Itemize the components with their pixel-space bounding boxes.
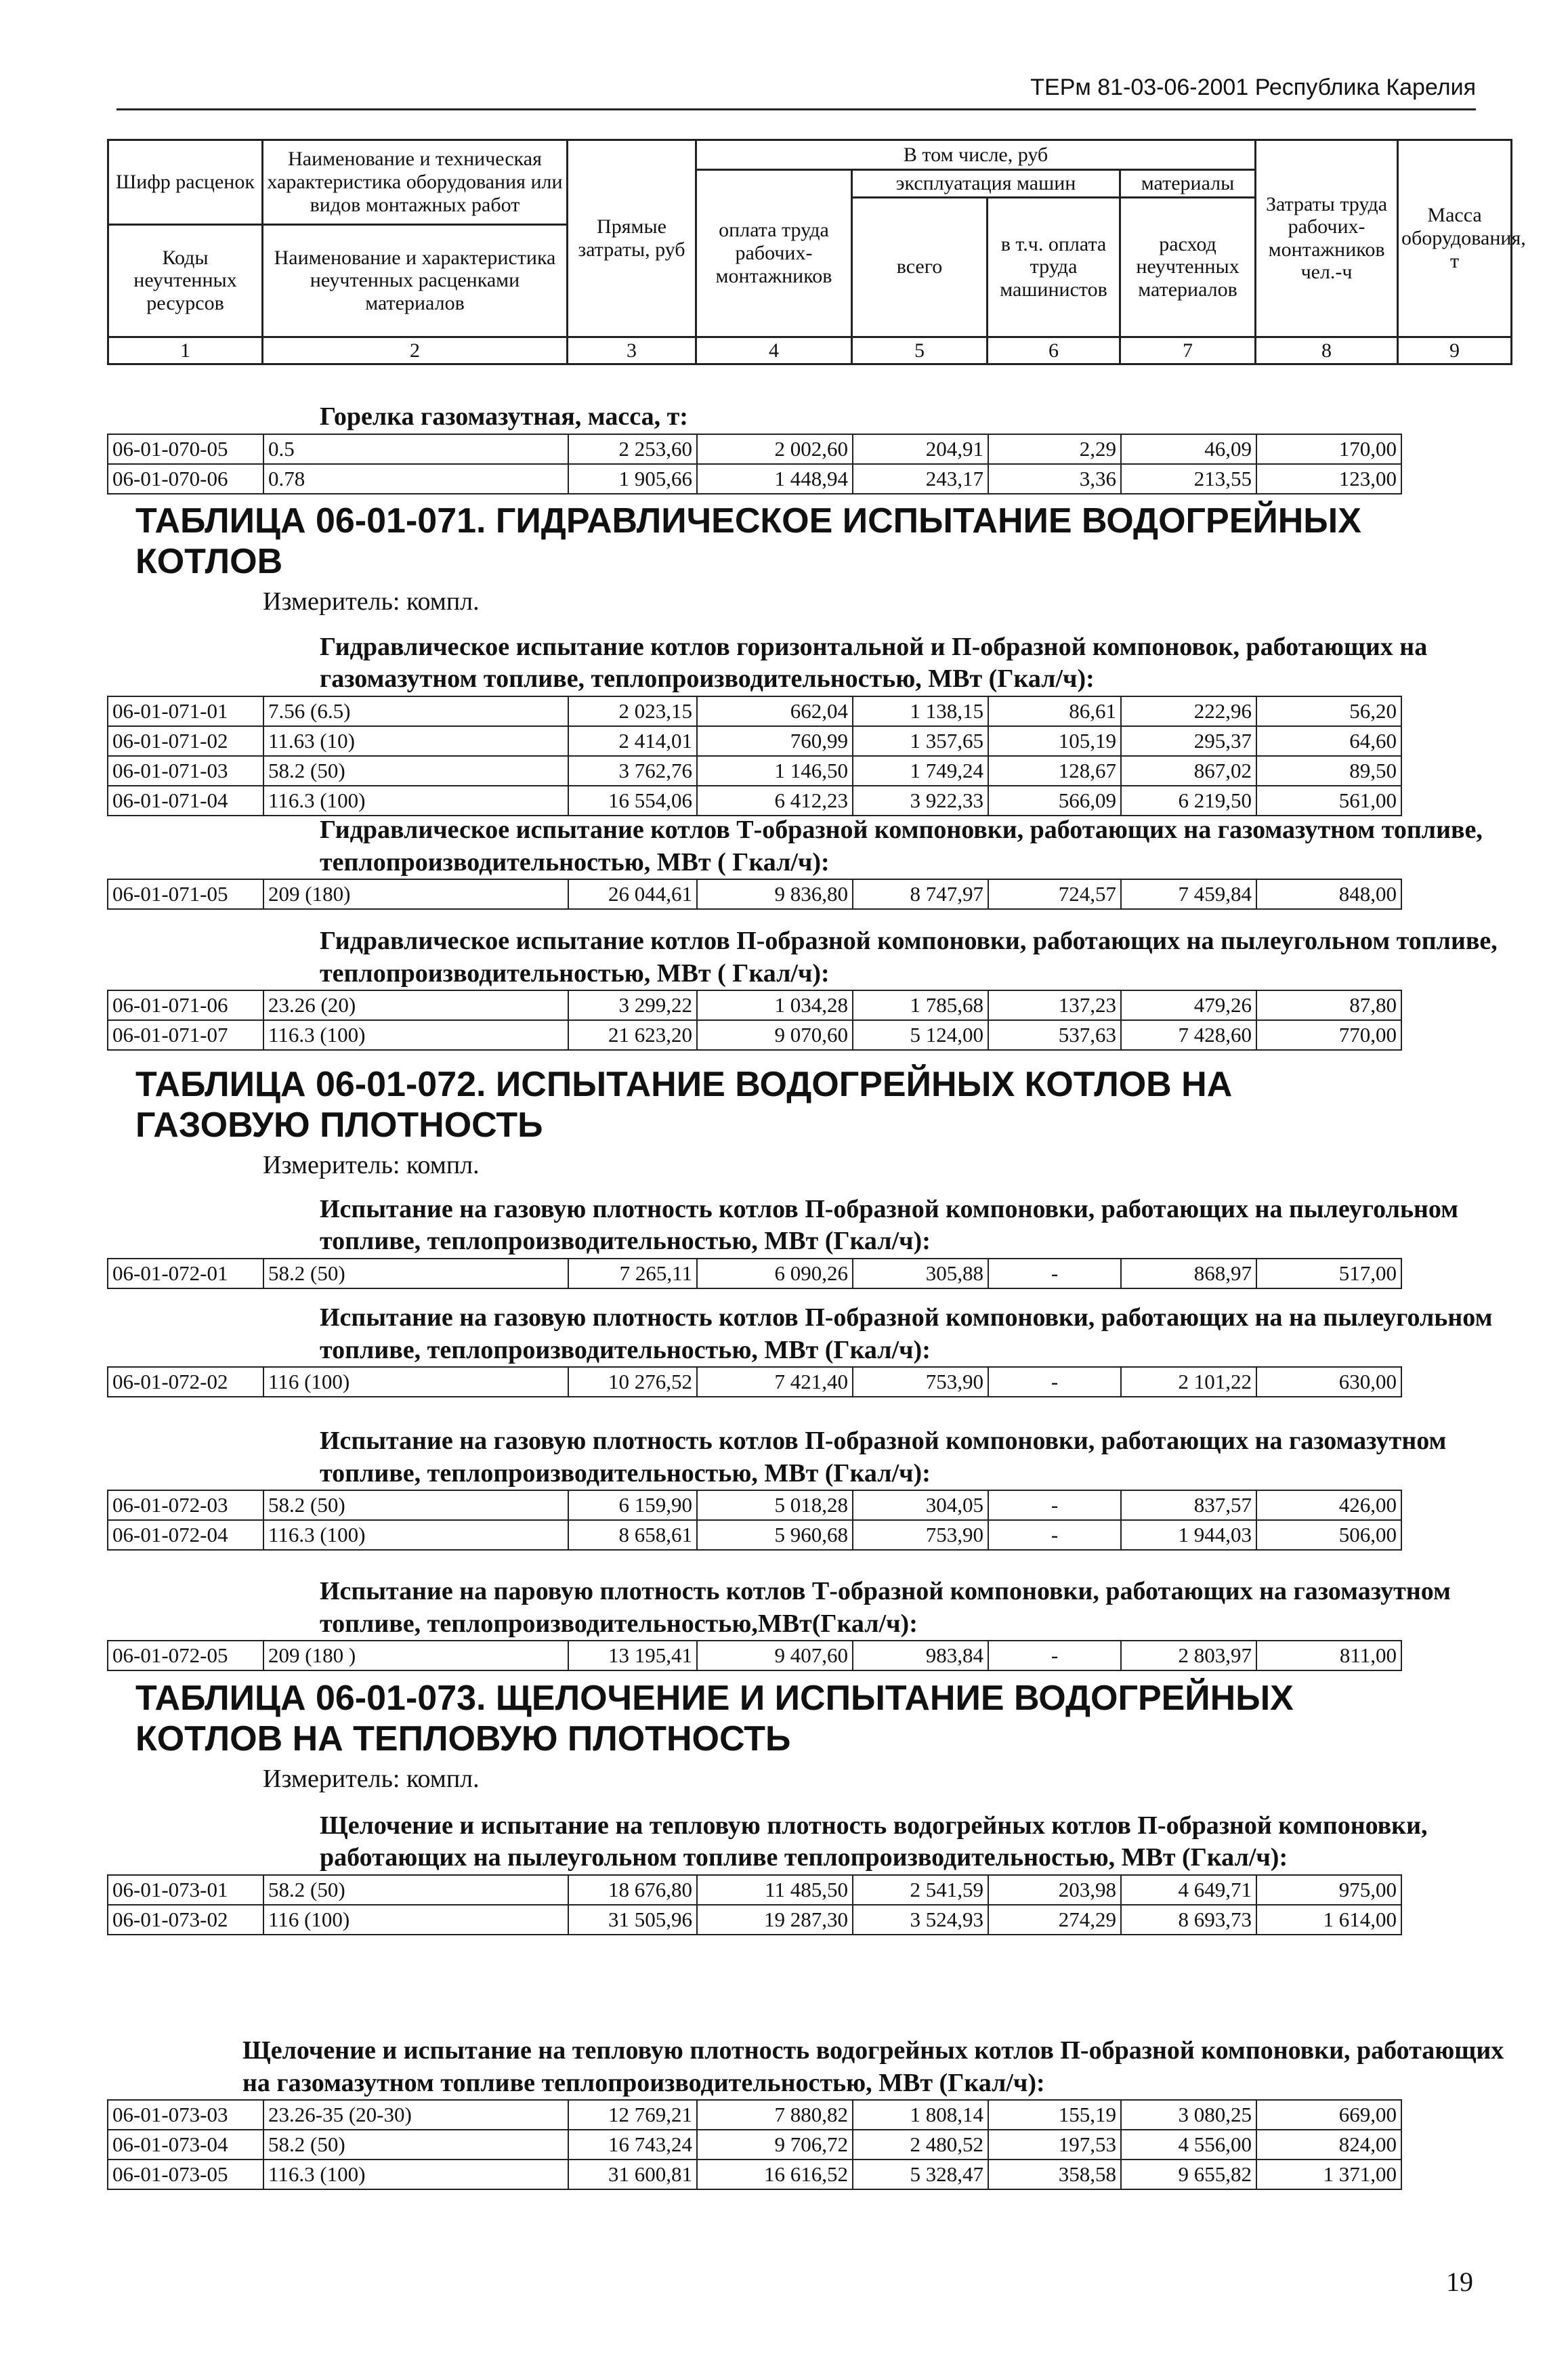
- cell-labor-pay: 16 616,52: [697, 2160, 853, 2189]
- cell-labor-pay: 7 880,82: [697, 2100, 853, 2130]
- group-title: Горелка газомазутная, масса, т:: [320, 402, 688, 431]
- cell-machines: 5 328,47: [853, 2160, 988, 2189]
- cell-name: 7.56 (6.5): [263, 696, 568, 726]
- cell-materials: 46,09: [1121, 434, 1256, 464]
- cell-machinists-pay: 203,98: [988, 1875, 1121, 1905]
- cell-labor-pay: 9 706,72: [697, 2130, 853, 2160]
- table-row: [108, 1641, 1401, 1670]
- cell-machinists-pay: -: [988, 1490, 1121, 1520]
- cell-materials: 9 655,82: [1121, 2160, 1256, 2189]
- cell-materials: 4 556,00: [1121, 2130, 1256, 2160]
- section-group: [107, 1576, 1510, 1671]
- unit-label: Измеритель: компл.: [263, 587, 480, 616]
- group-title: Гидравлическое испытание котлов П-образной компоновки, работающих на пылеугольном топливе, теплопроизводительностью, МВт ( Гкал/ч):: [320, 927, 1498, 988]
- cell-labor-cost: 506,00: [1256, 1520, 1401, 1550]
- table-row: [108, 1875, 1401, 1905]
- rate-table: [107, 1490, 1402, 1551]
- cell-direct: 12 769,21: [568, 2100, 697, 2130]
- table-row: [108, 1367, 1401, 1397]
- cell-code: 06-01-071-05: [108, 879, 263, 909]
- cell-code: 06-01-071-06: [108, 990, 263, 1020]
- unit-label: Измеритель: компл.: [263, 1764, 480, 1793]
- cell-name: 58.2 (50): [263, 756, 568, 786]
- cell-labor-pay: 9 836,80: [697, 879, 853, 909]
- table-row: [108, 1259, 1401, 1288]
- cell-materials: 7 428,60: [1121, 1020, 1256, 1050]
- cell-name: 58.2 (50): [263, 1259, 568, 1288]
- table-row: [108, 2160, 1401, 2189]
- cell-code: 06-01-072-01: [108, 1259, 263, 1288]
- table-row: [108, 1520, 1401, 1550]
- cell-name: 209 (180 ): [263, 1641, 568, 1670]
- cell-code: 06-01-070-05: [108, 434, 263, 464]
- cell-machinists-pay: 155,19: [988, 2100, 1121, 2130]
- header-machines-total: всего: [852, 197, 988, 337]
- table-row: [108, 434, 1401, 464]
- cell-labor-pay: 6 090,26: [697, 1259, 853, 1288]
- table-row: [108, 696, 1401, 726]
- cell-code: 06-01-072-05: [108, 1641, 263, 1670]
- cell-name: 58.2 (50): [263, 1875, 568, 1905]
- section-group: [107, 501, 1510, 816]
- group-title: Щелочение и испытание на тепловую плотность водогрейных котлов П-образной компоновки, работающих на газомазутном топливе теплопроизводительностью, МВт (Гкал/ч):: [242, 2036, 1504, 2097]
- cell-labor-cost: 426,00: [1256, 1490, 1401, 1520]
- cell-labor-pay: 7 421,40: [697, 1367, 853, 1397]
- colnum: 8: [1256, 337, 1398, 364]
- cell-direct: 16 554,06: [568, 786, 697, 816]
- header-labor-cost: Затраты труда рабочих-монтажников чел.-ч: [1256, 140, 1398, 337]
- section-group: [107, 1679, 1510, 1935]
- section-group: [107, 2035, 1510, 2190]
- cell-machines: 1 785,68: [853, 990, 988, 1020]
- running-head-rule: [116, 108, 1476, 110]
- cell-name: 116.3 (100): [263, 1520, 568, 1550]
- table-row: [108, 990, 1401, 1020]
- cell-name: 23.26 (20): [263, 990, 568, 1020]
- colnum: 7: [1120, 337, 1256, 364]
- cell-code: 06-01-073-01: [108, 1875, 263, 1905]
- cell-labor-cost: 87,80: [1256, 990, 1401, 1020]
- cell-direct: 7 265,11: [568, 1259, 697, 1288]
- running-head: ТЕРм 81-03-06-2001 Республика Карелия: [1030, 75, 1476, 100]
- cell-labor-cost: 89,50: [1256, 756, 1401, 786]
- cell-labor-pay: 1 448,94: [697, 464, 853, 494]
- cell-labor-cost: 811,00: [1256, 1641, 1401, 1670]
- cell-code: 06-01-073-04: [108, 2130, 263, 2160]
- cell-labor-pay: 1 034,28: [697, 990, 853, 1020]
- cell-code: 06-01-073-03: [108, 2100, 263, 2130]
- cell-code: 06-01-073-05: [108, 2160, 263, 2189]
- cell-direct: 13 195,41: [568, 1641, 697, 1670]
- table-row: [108, 756, 1401, 786]
- cell-machines: 3 524,93: [853, 1905, 988, 1935]
- unit-label: Измеритель: компл.: [263, 1150, 480, 1179]
- cell-materials: 8 693,73: [1121, 1905, 1256, 1935]
- cell-materials: 295,37: [1121, 726, 1256, 756]
- rate-table: [107, 434, 1402, 494]
- colnum: 4: [696, 337, 852, 364]
- colnum: 9: [1398, 337, 1512, 364]
- section-group: [107, 925, 1510, 1051]
- table-title: ТАБЛИЦА 06-01-072. ИСПЫТАНИЕ ВОДОГРЕЙНЫХ КОТЛОВ НА ГАЗОВУЮ ПЛОТНОСТЬ: [135, 1065, 1233, 1145]
- header-materials: материалы: [1120, 170, 1256, 198]
- cell-name: 0.5: [263, 434, 568, 464]
- header-machinists-pay: в т.ч. оплата труда машинистов: [988, 197, 1120, 337]
- cell-labor-cost: 824,00: [1256, 2130, 1401, 2160]
- cell-machinists-pay: -: [988, 1367, 1121, 1397]
- cell-materials: 213,55: [1121, 464, 1256, 494]
- cell-materials: 1 944,03: [1121, 1520, 1256, 1550]
- cell-direct: 18 676,80: [568, 1875, 697, 1905]
- colnum: 3: [568, 337, 696, 364]
- table-title: ТАБЛИЦА 06-01-073. ЩЕЛОЧЕНИЕ И ИСПЫТАНИЕ ВОДОГРЕЙНЫХ КОТЛОВ НА ТЕПЛОВУЮ ПЛОТНОСТЬ: [135, 1679, 1294, 1759]
- colnum: 6: [988, 337, 1120, 364]
- cell-materials: 7 459,84: [1121, 879, 1256, 909]
- cell-labor-cost: 770,00: [1256, 1020, 1401, 1050]
- cell-direct: 2 414,01: [568, 726, 697, 756]
- cell-labor-cost: 848,00: [1256, 879, 1401, 909]
- table-row: [108, 1020, 1401, 1050]
- table-row: [108, 2100, 1401, 2130]
- header-labor-pay: оплата труда рабочих-монтажников: [696, 170, 852, 337]
- cell-labor-cost: 975,00: [1256, 1875, 1401, 1905]
- header-resource-codes: Коды неучтенных ресурсов: [108, 224, 263, 337]
- cell-labor-pay: 5 018,28: [697, 1490, 853, 1520]
- cell-direct: 26 044,61: [568, 879, 697, 909]
- cell-machines: 1 138,15: [853, 696, 988, 726]
- cell-labor-pay: 9 070,60: [697, 1020, 853, 1050]
- section-group: [107, 1425, 1510, 1551]
- cell-code: 06-01-071-04: [108, 786, 263, 816]
- rate-table: [107, 1874, 1402, 1935]
- cell-code: 06-01-072-03: [108, 1490, 263, 1520]
- header-shifr: Шифр расценок: [108, 140, 263, 225]
- table-title: ТАБЛИЦА 06-01-071. ГИДРАВЛИЧЕСКОЕ ИСПЫТАНИЕ ВОДОГРЕЙНЫХ КОТЛОВ: [135, 501, 1361, 581]
- table-row: [108, 2130, 1401, 2160]
- table-row: [108, 786, 1401, 816]
- cell-direct: 2 023,15: [568, 696, 697, 726]
- table-row: [108, 879, 1401, 909]
- group-title: Гидравлическое испытание котлов Т-образной компоновки, работающих на газомазутном топливе, теплопроизводительностью, МВт ( Гкал/ч):: [320, 816, 1483, 877]
- column-header-table: [107, 139, 1526, 365]
- cell-direct: 8 658,61: [568, 1520, 697, 1550]
- cell-materials: 2 803,97: [1121, 1641, 1256, 1670]
- cell-machinists-pay: 86,61: [988, 696, 1121, 726]
- cell-labor-cost: 517,00: [1256, 1259, 1401, 1288]
- colnum: 5: [852, 337, 988, 364]
- cell-machinists-pay: 724,57: [988, 879, 1121, 909]
- rate-table: [107, 2099, 1402, 2190]
- cell-code: 06-01-073-02: [108, 1905, 263, 1935]
- cell-machines: 753,90: [853, 1367, 988, 1397]
- rate-table: [107, 1640, 1402, 1671]
- cell-machines: 3 922,33: [853, 786, 988, 816]
- cell-direct: 31 600,81: [568, 2160, 697, 2189]
- section-group: [107, 814, 1510, 910]
- group-title: Испытание на газовую плотность котлов П-образной компоновки, работающих на газомазутном топливе, теплопроизводительностью, МВт (Гкал/ч):: [320, 1427, 1447, 1488]
- page-number: 19: [1446, 2267, 1473, 2297]
- colnum: 1: [108, 337, 263, 364]
- header-name-work: Наименование и техническая характеристика оборудования или видов монтажных работ: [263, 140, 568, 225]
- cell-code: 06-01-071-02: [108, 726, 263, 756]
- section-group: [107, 401, 1510, 494]
- cell-machines: 1 749,24: [853, 756, 988, 786]
- header-direct-costs: Прямые затраты, руб: [568, 140, 696, 337]
- rate-table: [107, 879, 1402, 910]
- cell-labor-cost: 1 614,00: [1256, 1905, 1401, 1935]
- cell-name: 58.2 (50): [263, 1490, 568, 1520]
- cell-labor-pay: 662,04: [697, 696, 853, 726]
- cell-machines: 1 357,65: [853, 726, 988, 756]
- header-name-resources: Наименование и характеристика неучтенных расценками материалов: [263, 224, 568, 337]
- cell-name: 116.3 (100): [263, 1020, 568, 1050]
- cell-machinists-pay: 137,23: [988, 990, 1121, 1020]
- cell-labor-pay: 9 407,60: [697, 1641, 853, 1670]
- cell-labor-pay: 760,99: [697, 726, 853, 756]
- group-title: Испытание на газовую плотность котлов П-образной компоновки, работающих на пылеугольном топливе, теплопроизводительностью, МВт (Гкал/ч):: [320, 1194, 1459, 1256]
- cell-labor-cost: 123,00: [1256, 464, 1401, 494]
- cell-machines: 753,90: [853, 1520, 988, 1550]
- cell-labor-cost: 64,60: [1256, 726, 1401, 756]
- cell-direct: 16 743,24: [568, 2130, 697, 2160]
- header-including: В том числе, руб: [696, 140, 1256, 170]
- cell-direct: 10 276,52: [568, 1367, 697, 1397]
- rate-table: [107, 1258, 1402, 1289]
- cell-machines: 8 747,97: [853, 879, 988, 909]
- group-title: Испытание на паровую плотность котлов Т-образной компоновки, работающих на газомазутном топливе, теплопроизводительностью,МВт(Гкал/ч):: [320, 1577, 1451, 1638]
- group-title: Испытание на газовую плотность котлов П-образной компоновки, работающих на на пылеугольном топливе, теплопроизводительностью, МВт (Гкал/ч):: [320, 1303, 1493, 1364]
- cell-materials: 867,02: [1121, 756, 1256, 786]
- rate-table: [107, 990, 1402, 1051]
- cell-code: 06-01-072-04: [108, 1520, 263, 1550]
- cell-machinists-pay: 105,19: [988, 726, 1121, 756]
- cell-labor-pay: 19 287,30: [697, 1905, 853, 1935]
- cell-labor-cost: 630,00: [1256, 1367, 1401, 1397]
- cell-machinists-pay: -: [988, 1641, 1121, 1670]
- cell-machinists-pay: 197,53: [988, 2130, 1121, 2160]
- cell-name: 11.63 (10): [263, 726, 568, 756]
- header-mass: Масса оборудования, т: [1398, 140, 1512, 337]
- cell-labor-cost: 561,00: [1256, 786, 1401, 816]
- table-row: [108, 1490, 1401, 1520]
- cell-labor-cost: 669,00: [1256, 2100, 1401, 2130]
- cell-machinists-pay: 128,67: [988, 756, 1121, 786]
- cell-machines: 5 124,00: [853, 1020, 988, 1050]
- cell-machinists-pay: -: [988, 1520, 1121, 1550]
- rate-table: [107, 1366, 1402, 1397]
- cell-code: 06-01-071-01: [108, 696, 263, 726]
- table-row: [108, 726, 1401, 756]
- header-materials-use: расход неучтенных материалов: [1120, 197, 1256, 337]
- group-title: Щелочение и испытание на тепловую плотность водогрейных котлов П-образной компоновки, работающих на пылеугольном топливе теплопроизводительностью, МВт (Гкал/ч):: [320, 1811, 1428, 1872]
- cell-labor-pay: 2 002,60: [697, 434, 853, 464]
- cell-name: 116 (100): [263, 1905, 568, 1935]
- cell-labor-cost: 1 371,00: [1256, 2160, 1401, 2189]
- header-machines: эксплуатация машин: [852, 170, 1120, 198]
- cell-machines: 304,05: [853, 1490, 988, 1520]
- rate-table: [107, 696, 1402, 816]
- cell-direct: 2 253,60: [568, 434, 697, 464]
- cell-machines: 1 808,14: [853, 2100, 988, 2130]
- cell-labor-pay: 6 412,23: [697, 786, 853, 816]
- cell-materials: 6 219,50: [1121, 786, 1256, 816]
- cell-materials: 3 080,25: [1121, 2100, 1256, 2130]
- cell-name: 0.78: [263, 464, 568, 494]
- cell-machines: 204,91: [853, 434, 988, 464]
- cell-name: 209 (180): [263, 879, 568, 909]
- cell-machines: 243,17: [853, 464, 988, 494]
- cell-name: 58.2 (50): [263, 2130, 568, 2160]
- colnum: 2: [263, 337, 568, 364]
- cell-direct: 3 762,76: [568, 756, 697, 786]
- cell-code: 06-01-070-06: [108, 464, 263, 494]
- cell-machinists-pay: 358,58: [988, 2160, 1121, 2189]
- cell-code: 06-01-072-02: [108, 1367, 263, 1397]
- section-group: [107, 1065, 1510, 1289]
- cell-direct: 6 159,90: [568, 1490, 697, 1520]
- cell-name: 116 (100): [263, 1367, 568, 1397]
- cell-materials: 837,57: [1121, 1490, 1256, 1520]
- cell-machines: 983,84: [853, 1641, 988, 1670]
- cell-direct: 21 623,20: [568, 1020, 697, 1050]
- cell-code: 06-01-071-03: [108, 756, 263, 786]
- cell-machinists-pay: -: [988, 1259, 1121, 1288]
- cell-machinists-pay: 274,29: [988, 1905, 1121, 1935]
- cell-code: 06-01-071-07: [108, 1020, 263, 1050]
- cell-materials: 4 649,71: [1121, 1875, 1256, 1905]
- table-row: [108, 1905, 1401, 1935]
- cell-labor-cost: 170,00: [1256, 434, 1401, 464]
- cell-labor-pay: 1 146,50: [697, 756, 853, 786]
- cell-materials: 479,26: [1121, 990, 1256, 1020]
- table-row: [108, 464, 1401, 494]
- cell-name: 116.3 (100): [263, 786, 568, 816]
- cell-machinists-pay: 566,09: [988, 786, 1121, 816]
- cell-direct: 3 299,22: [568, 990, 697, 1020]
- cell-labor-pay: 5 960,68: [697, 1520, 853, 1550]
- cell-labor-pay: 11 485,50: [697, 1875, 853, 1905]
- cell-name: 23.26-35 (20-30): [263, 2100, 568, 2130]
- cell-machinists-pay: 3,36: [988, 464, 1121, 494]
- cell-labor-cost: 56,20: [1256, 696, 1401, 726]
- cell-name: 116.3 (100): [263, 2160, 568, 2189]
- cell-direct: 1 905,66: [568, 464, 697, 494]
- cell-direct: 31 505,96: [568, 1905, 697, 1935]
- cell-materials: 222,96: [1121, 696, 1256, 726]
- cell-machines: 305,88: [853, 1259, 988, 1288]
- cell-materials: 2 101,22: [1121, 1367, 1256, 1397]
- cell-machines: 2 541,59: [853, 1875, 988, 1905]
- cell-machinists-pay: 2,29: [988, 434, 1121, 464]
- cell-materials: 868,97: [1121, 1259, 1256, 1288]
- cell-machines: 2 480,52: [853, 2130, 988, 2160]
- section-group: [107, 1302, 1510, 1397]
- group-title: Гидравлическое испытание котлов горизонтальной и П-образной компоновок, работающих на газомазутном топливе, теплопроизводительностью, МВт (Гкал/ч):: [320, 632, 1428, 694]
- cell-machinists-pay: 537,63: [988, 1020, 1121, 1050]
